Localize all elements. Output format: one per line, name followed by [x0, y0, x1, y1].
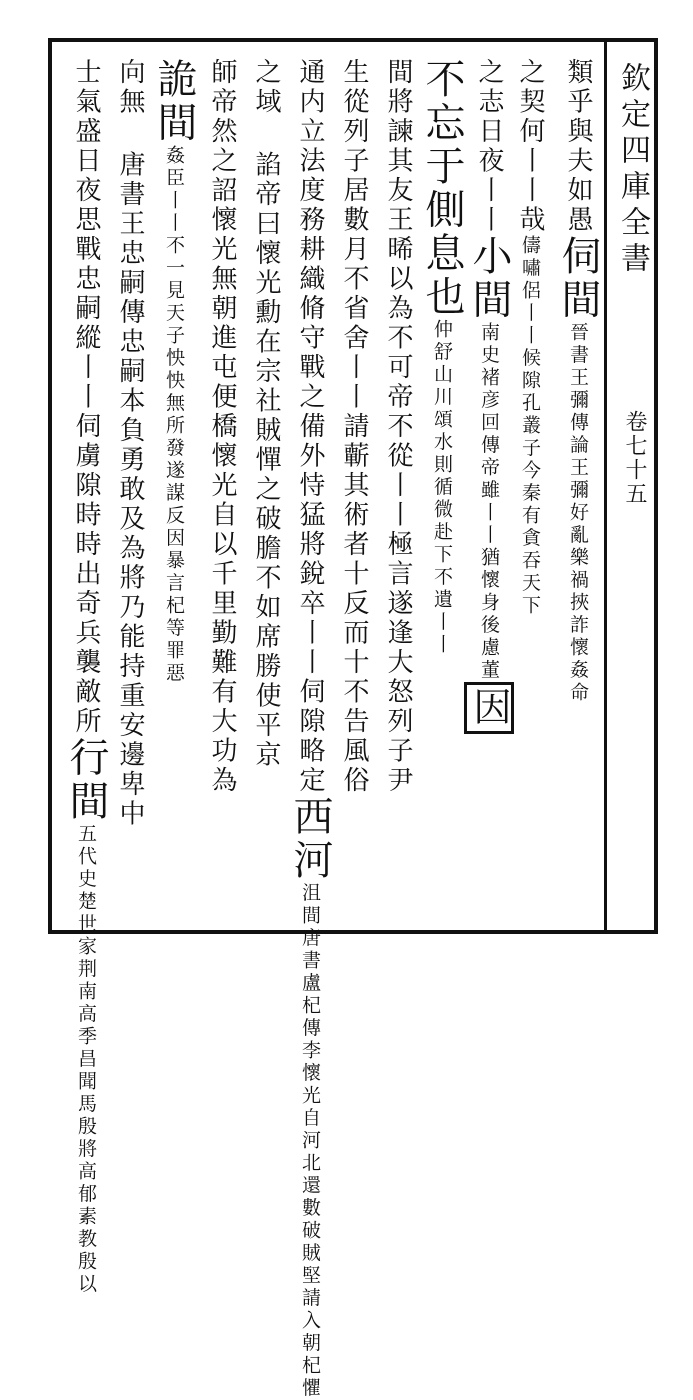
frame-top-rule — [48, 38, 658, 42]
header-divider-rule — [604, 38, 607, 934]
text-column-4: 不忘于側息也仲舒山川頌水則循微赴下不遺丨丨 — [419, 58, 465, 657]
text-column-5: 間將諫其友王晞以為不可帝不從丨丨極言遂逢大怒列子尹 — [383, 58, 413, 796]
text-column-6: 生從列子居數月不省舍丨丨請蘄其術者十反而十不告風俗 — [339, 58, 369, 796]
frame-left-rule — [48, 38, 52, 934]
text-column-1: 類乎與夫如愚伺間晉書王彌傳論王彌好亂樂禍挾詐懷姦命 — [555, 58, 601, 705]
frame-bottom-rule — [48, 930, 658, 934]
frame-right-rule — [654, 38, 658, 934]
text-column-11: 向無 唐書王忠嗣傳忠嗣本負勇敢及為將乃能持重安邊卑中 — [115, 58, 145, 829]
text-column-7: 通内立法度務耕織脩守戰之備外恃猛將銳卒丨丨伺隙略定西河沮間唐書盧杞傳李懷光自河北還數破賊堅請入朝杞懼 — [287, 58, 333, 1400]
text-column-12: 士氣盛日夜思戰忠嗣縱丨丨伺虜隙時時出奇兵襲敵所行間五代史楚世家荆南高季昌聞馬殷將高郁素教殷以 — [63, 58, 109, 1296]
text-column-10: 詭間姦臣丨丨不一見天子怏怏無所發遂謀反因暴言杞等罪惡 — [151, 58, 197, 685]
text-column-3: 之志日夜丨丨小間南史褚彦回傳帝雖丨丨猶懷身後慮董因 — [464, 58, 514, 734]
text-column-8: 之域 諂帝曰懷光勳在宗社賊憚之破膽不如席勝使平京 — [251, 58, 281, 770]
header-volume: 卷七十五 — [622, 410, 647, 506]
text-column-9: 師帝然之詔懷光無朝進屯便橋懷光自以千里勤難有大功為 — [207, 58, 237, 796]
text-column-2: 之契何丨丨哉儔嘯侶丨丨候隙孔叢子今秦有貪吞天下 — [515, 58, 545, 618]
header-book-title: 欽定四庫全書 — [615, 62, 650, 278]
boxed-character: 因 — [464, 682, 514, 734]
